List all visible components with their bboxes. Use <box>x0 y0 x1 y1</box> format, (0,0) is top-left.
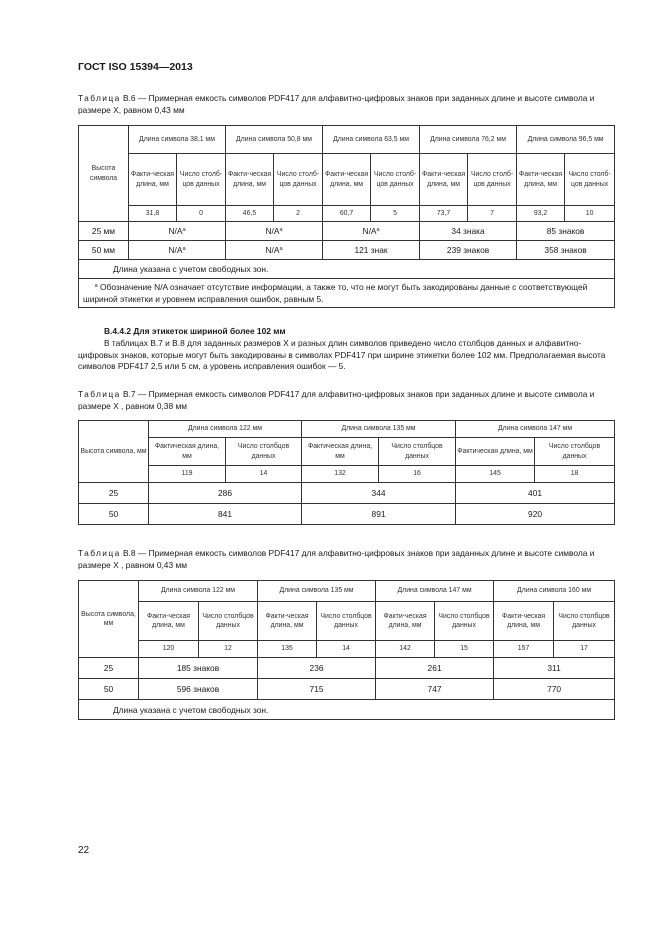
table-row <box>79 483 615 504</box>
b6-value: 73,7 <box>420 206 468 222</box>
b8-height-cell: 50 <box>79 679 139 700</box>
b7-value: 16 <box>379 466 456 483</box>
b8-sub-actual: Факти-ческая длина, мм <box>139 602 199 641</box>
b6-sub-columns: Число столб-цов данных <box>371 154 420 206</box>
b7-row-header: Высота символа, мм <box>79 421 149 483</box>
b8-value: 135 <box>258 641 317 658</box>
page-number: 22 <box>78 845 90 856</box>
table-b6-caption <box>78 92 614 116</box>
section-body: В таблицах В.7 и В.8 для заданных размеров X и разных длин символов приведено число столбцов данных и алфавитно-цифровых знаков, которые могут быть закодированы в символах PDF417 при ширине этикетки более 102 мм. Предполагаемая высота символов PDF417 2,5 или 5 см, а уровень исправления ошибок — 5. <box>78 338 606 371</box>
b7-height-cell: 50 <box>79 504 149 525</box>
b7-sub-actual: Фактическая длина, мм <box>302 438 379 466</box>
b8-note-length: Длина указана с учетом свободных зон. <box>79 700 615 720</box>
b6-length-header: Длина символа 63,5 мм <box>323 126 420 154</box>
b6-value: 5 <box>371 206 420 222</box>
b7-sub-columns: Число столбцов данных <box>379 438 456 466</box>
b6-value: 93,2 <box>517 206 565 222</box>
b8-value: 15 <box>435 641 494 658</box>
b6-height-cell: 50 мм <box>79 241 129 260</box>
b8-capacity-cell: 747 <box>376 679 494 700</box>
b6-capacity-cell: $N/A^a$ <box>226 241 323 260</box>
b7-sub-columns: Число столбцов данных <box>535 438 615 466</box>
b8-value: 120 <box>139 641 199 658</box>
b6-value: 10 <box>565 206 615 222</box>
footnote-mark: a <box>279 246 283 252</box>
caption-label: Таблица <box>78 548 121 558</box>
b8-length-header: Длина символа 147 мм <box>376 581 494 602</box>
b8-height-cell: 25 <box>79 658 139 679</box>
b6-row-header: Высота символа <box>79 126 129 222</box>
b7-value: 145 <box>456 466 535 483</box>
b8-capacity-cell: 715 <box>258 679 376 700</box>
b8-capacity-cell: 236 <box>258 658 376 679</box>
b8-value: 12 <box>199 641 258 658</box>
caption-label: Таблица <box>78 93 121 103</box>
b7-capacity-cell: 891 <box>302 504 456 525</box>
b6-value: 0 <box>177 206 226 222</box>
b8-capacity-cell: 261 <box>376 658 494 679</box>
b8-capacity-cell: 770 <box>494 679 615 700</box>
b7-capacity-cell: 401 <box>456 483 615 504</box>
b7-value: 18 <box>535 466 615 483</box>
b6-capacity-cell: 34 знака <box>420 222 517 241</box>
table-row <box>79 504 615 525</box>
b6-capacity-cell: $N/A^a$ <box>226 222 323 241</box>
b6-sub-columns: Число столб-цов данных <box>274 154 323 206</box>
b8-sub-actual: Факти-ческая длина, мм <box>376 602 435 641</box>
b6-sub-columns: Число столб-цов данных <box>177 154 226 206</box>
b8-value: 157 <box>494 641 554 658</box>
table-b7 <box>78 420 615 525</box>
section-title: В.4.4.2 Для этикеток шириной более 102 мм <box>104 326 286 336</box>
table-row <box>79 222 615 241</box>
b6-sub-actual: Факти-ческая длина, мм <box>517 154 565 206</box>
b6-sub-actual: Факти-ческая длина, мм <box>129 154 177 206</box>
b6-capacity-cell: 358 знаков <box>517 241 615 260</box>
caption-text: В.8 — Примерная емкость символов PDF417 для алфавитно-цифровых знаков при заданных длине и высоте символа и размере X , равном 0,43 мм <box>78 548 595 570</box>
table-b8 <box>78 580 615 720</box>
footnote-mark: a <box>376 227 380 233</box>
caption-label: Таблица <box>78 389 121 399</box>
b8-sub-columns: Число столбцов данных <box>317 602 376 641</box>
document-standard-header: ГОСТ ISO 15394—2013 <box>78 61 193 73</box>
table-row <box>79 658 615 679</box>
b6-sub-actual: Факти-ческая длина, мм <box>420 154 468 206</box>
b7-length-header: Длина символа 147 мм <box>456 421 615 438</box>
table-b8-caption <box>78 547 614 571</box>
b7-value: 132 <box>302 466 379 483</box>
footnote-mark: a <box>94 283 98 289</box>
b6-value: 2 <box>274 206 323 222</box>
b6-value: 7 <box>468 206 517 222</box>
b6-note-na: $^a$ Обозначение N/A означает отсутствие информации, а также то, что не могут быть закодированы данные с соответствующей шириной этикетки и уровнем исправления ошибок, равным 5. <box>79 279 615 308</box>
b7-sub-actual: Фактическая длина, мм <box>456 438 535 466</box>
footnote-mark: a <box>279 227 283 233</box>
caption-text: В.6 — Примерная емкость символов PDF417 для алфавитно-цифровых знаков при заданных длине и высоте символа и размере X, равном 0,43 мм <box>78 93 595 115</box>
footnote-mark: a <box>182 246 186 252</box>
b8-sub-actual: Факти-ческая длина, мм <box>494 602 554 641</box>
b6-length-header: Длина символа 38,1 мм <box>129 126 226 154</box>
b6-sub-actual: Факти-ческая длина, мм <box>226 154 274 206</box>
b8-row-header: Высота символа, мм <box>79 581 139 658</box>
b6-capacity-cell: $N/A^a$ <box>129 222 226 241</box>
b8-sub-columns: Число столбцов данных <box>554 602 615 641</box>
b6-sub-columns: Число столб-цов данных <box>565 154 615 206</box>
b7-capacity-cell: 841 <box>149 504 302 525</box>
b7-height-cell: 25 <box>79 483 149 504</box>
b7-value: 119 <box>149 466 226 483</box>
b6-capacity-cell: 121 знак <box>323 241 420 260</box>
b7-length-header: Длина символа 135 мм <box>302 421 456 438</box>
b6-sub-columns: Число столб-цов данных <box>468 154 517 206</box>
b7-capacity-cell: 344 <box>302 483 456 504</box>
b8-sub-actual: Факти-ческая длина, мм <box>258 602 317 641</box>
b6-length-header: Длина символа 96,5 мм <box>517 126 615 154</box>
b6-note-length: Длина указана с учетом свободных зон. <box>79 260 615 279</box>
b8-sub-columns: Число столбцов данных <box>435 602 494 641</box>
b6-value: 46,5 <box>226 206 274 222</box>
b8-length-header: Длина символа 160 мм <box>494 581 615 602</box>
b6-length-header: Длина символа 50,8 мм <box>226 126 323 154</box>
table-row <box>79 241 615 260</box>
b8-sub-columns: Число столбцов данных <box>199 602 258 641</box>
b6-capacity-cell: $N/A^a$ <box>129 241 226 260</box>
b6-sub-actual: Факти-ческая длина, мм <box>323 154 371 206</box>
b6-capacity-cell: 239 знаков <box>420 241 517 260</box>
table-b6 <box>78 125 615 308</box>
b8-value: 17 <box>554 641 615 658</box>
b8-capacity-cell: 596 знаков <box>139 679 258 700</box>
b7-value: 14 <box>226 466 302 483</box>
table-row <box>79 679 615 700</box>
b8-length-header: Длина символа 135 мм <box>258 581 376 602</box>
b8-value: 142 <box>376 641 435 658</box>
b6-height-cell: 25 мм <box>79 222 129 241</box>
b7-capacity-cell: 920 <box>456 504 615 525</box>
b6-capacity-cell: $N/A^a$ <box>323 222 420 241</box>
footnote-mark: a <box>182 227 186 233</box>
b6-length-header: Длина символа 76,2 мм <box>420 126 517 154</box>
b8-capacity-cell: 311 <box>494 658 615 679</box>
b8-capacity-cell: 185 знаков <box>139 658 258 679</box>
b7-sub-actual: Фактическая длина, мм <box>149 438 226 466</box>
b6-value: 60,7 <box>323 206 371 222</box>
b6-value: 31,8 <box>129 206 177 222</box>
b6-capacity-cell: 85 знаков <box>517 222 615 241</box>
caption-text: В.7 — Примерная емкость символов PDF417 для алфавитно-цифровых знаков при заданных длине и высоте символа и размере X , равном 0,38 мм <box>78 389 595 411</box>
b8-value: 14 <box>317 641 376 658</box>
b7-length-header: Длина символа 122 мм <box>149 421 302 438</box>
b7-sub-columns: Число столбцов данных <box>226 438 302 466</box>
b8-length-header: Длина символа 122 мм <box>139 581 258 602</box>
table-b7-caption <box>78 388 614 412</box>
b7-capacity-cell: 286 <box>149 483 302 504</box>
